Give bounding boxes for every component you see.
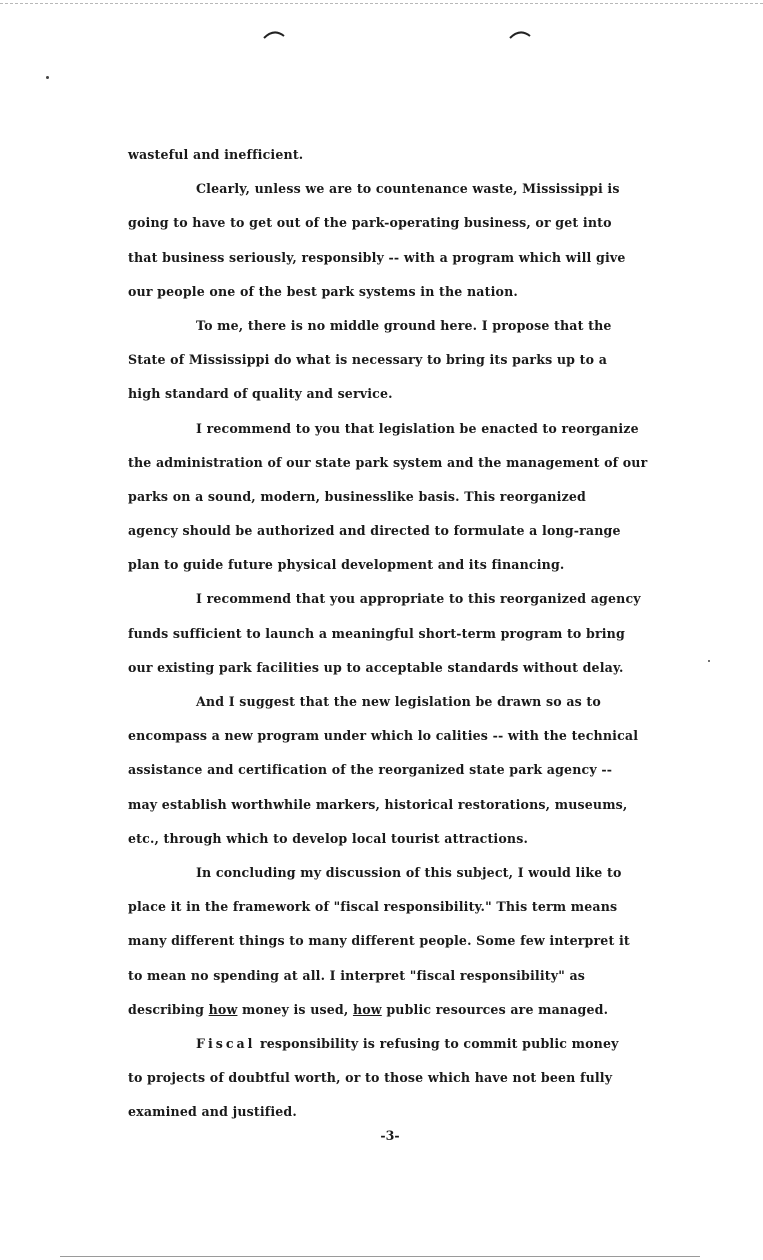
paragraph-start-line: Clearly, unless we are to countenance waste, Mississippi is <box>196 181 620 197</box>
text-line: high standard of quality and service. <box>128 386 393 402</box>
text-segment: responsibility is refusing to commit public money <box>255 1035 619 1051</box>
text-line: place it in the framework of "fiscal responsibility." This term means <box>128 899 618 915</box>
text-line: etc., through which to develop local tourist attractions. <box>128 830 528 846</box>
paragraph-start-line: I recommend that you appropriate to this reorganized agency <box>196 591 641 607</box>
paragraph-start-line: To me, there is no middle ground here. I propose that the <box>196 317 612 333</box>
text-line: to mean no spending at all. I interpret "fiscal responsibility" as <box>128 967 585 983</box>
text-line: parks on a sound, modern, businesslike basis. This reorganized <box>128 488 586 504</box>
page-number: -3- <box>380 1128 400 1143</box>
text-line <box>128 993 673 1027</box>
page-top-edge <box>0 3 763 4</box>
underlined-word: how <box>352 1001 382 1017</box>
paragraph-start-line: And I suggest that the new legislation be drawn so as to <box>196 694 601 709</box>
text-line: agency should be authorized and directed to formulate a long-range <box>128 523 621 539</box>
body-text <box>128 138 673 1129</box>
scan-speck <box>46 76 49 79</box>
scan-speck <box>708 660 710 662</box>
paragraph-start-line <box>128 1027 673 1061</box>
text-line: examined and justified. <box>128 1104 297 1120</box>
text-segment: describing <box>128 1001 209 1017</box>
text-line: our existing park facilities up to acceptable standards without delay. <box>128 659 624 675</box>
paragraph-start-line: In concluding my discussion of this subject, I would like to <box>196 864 622 880</box>
text-line: encompass a new program under which lo calities -- with the technical <box>128 728 639 744</box>
page-bottom-edge <box>60 1256 700 1257</box>
text-line: going to have to get out of the park-operating business, or get into <box>128 215 612 231</box>
text-line: to projects of doubtful worth, or to those which have not been fully <box>128 1070 613 1086</box>
binder-hole-mark-right <box>508 28 532 42</box>
text-line: plan to guide future physical development and its financing. <box>128 557 565 573</box>
text-segment: money is used, <box>237 1001 353 1017</box>
text-segment: public resources are managed. <box>381 1001 609 1017</box>
text-line: many different things to many different people. Some few interpret it <box>128 933 630 949</box>
binder-hole-mark-left <box>262 28 286 42</box>
text-line: funds sufficient to launch a meaningful short-term program to bring <box>128 625 625 641</box>
paragraph-start-line: I recommend to you that legislation be enacted to reorganize <box>196 420 639 436</box>
text-line: the administration of our state park system and the management of our <box>128 454 648 470</box>
text-line: our people one of the best park systems in the nation. <box>128 283 518 299</box>
text-line: that business seriously, responsibly -- with a program which will give <box>128 249 626 265</box>
text-line: may establish worthwhile markers, historical restorations, museums, <box>128 796 628 812</box>
text-line: assistance and certification of the reorganized state park agency -- <box>128 762 613 778</box>
spaced-word: Fiscal <box>196 1035 256 1051</box>
underlined-word: how <box>208 1001 238 1017</box>
text-line: wasteful and inefficient. <box>128 147 304 162</box>
text-line: State of Mississippi do what is necessary to bring its parks up to a <box>128 352 608 368</box>
